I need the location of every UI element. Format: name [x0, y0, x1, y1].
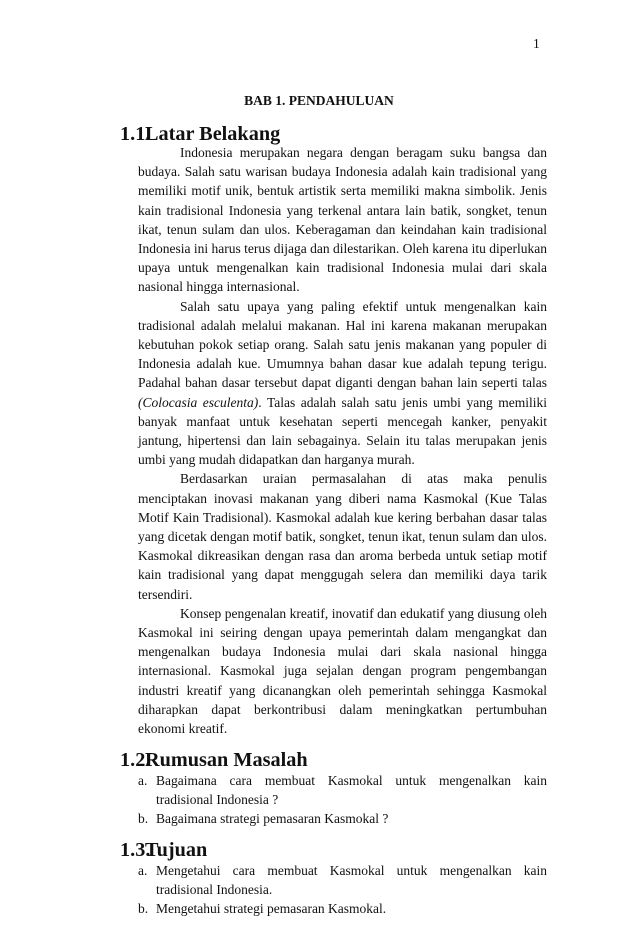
paragraph: Indonesia merupakan negara dengan beragam suku bangsa dan budaya. Salah satu warisan budaya Indonesia adalah kain tradisional yang memiliki motif unik, bentuk artistik serta memiliki makna simbolik. Jenis kain tradisional Indonesia yang terkenal antara lain batik, songket, tenun ikat, tenun sulam dan ulos. Keberagaman dan keindahan kain tradisional Indonesia ini harus terus dijaga dan dilestarikan. Oleh karena itu diperlukan upaya untuk mengenalkan kain tradisional Indonesia mulai dari skala nasional hingga internasional. [138, 145, 547, 295]
page-number: 1 [533, 36, 540, 51]
section-tujuan [120, 841, 547, 918]
paragraph: Konsep pengenalan kreatif, inovatif dan edukatif yang diusung oleh Kasmokal ini seiring dengan upaya pemerintah dalam mengangkat dan mengenalkan budaya Indonesia mulai dari skala nasional hingga internasional. Kasmokal juga sejalan dengan program pengembangan industri kreatif yang dicanangkan oleh pemerintah sehingga Kasmokal diharapkan dapat berkontribusi dalam meningkatkan pertumbuhan ekonomi kreatif. [138, 605, 547, 737]
list-item: a. Mengetahui cara membuat Kasmokal untuk mengenalkan kain tradisional Indonesia. [138, 863, 547, 898]
question-list [138, 771, 547, 828]
section-heading: 1.1.Latar Belakang [120, 123, 281, 145]
document-body [120, 125, 547, 931]
paragraph: Salah satu upaya yang paling efektif untuk mengenalkan kain tradisional adalah melalui makanan. Hal ini karena makanan merupakan kebutuhan pokok setiap orang. Salah satu jenis makanan yang populer di Indonesia adalah kue. Umumnya bahan dasar kue adalah tepung terigu. Padahal bahan dasar tersebut dapat diganti dengan bahan lain seperti talas (Colocasia esculenta). Talas adalah salah satu jenis umbi yang memiliki banyak manfaat untuk kesehatan seperti mencegah kanker, penyakit jantung, hipertensi dan lain sebagainya. Selain itu talas merupakan jenis umbi yang mudah didapatkan dan harganya murah. [138, 298, 547, 468]
paragraph: Berdasarkan uraian permasalahan di atas maka penulis menciptakan inovasi makanan yang diberi nama Kasmokal (Kue Talas Motif Kain Tradisional). Kasmokal adalah kue kering berbahan dasar talas yang dicetak dengan motif batik, songket, tenun ikat, tenun sulam dan ulos. Kasmokal dikreasikan dengan rasa dan aroma berbeda untuk setiap motif kain tradisional yang dapat menggugah selera dan memiliki daya tarik tersendiri. [138, 471, 547, 602]
chapter-title: BAB 1. PENDAHULUAN [244, 93, 394, 108]
section-heading: 1.2.Rumusan Masalah [120, 749, 308, 772]
list-item: a. Bagaimana cara membuat Kasmokal untuk mengenalkan kain tradisional Indonesia ? [138, 773, 547, 808]
list-item: b. Mengetahui strategi pemasaran Kasmokal. [138, 901, 387, 917]
section-rumusan-masalah [120, 751, 547, 828]
section-heading: 1.3.Tujuan [120, 839, 208, 862]
section-latar-belakang [120, 125, 547, 738]
scientific-name: (Colocasia esculenta) [138, 394, 259, 410]
list-item: b. Bagaimana strategi pemasaran Kasmokal ? [138, 811, 389, 827]
goal-list [138, 861, 547, 918]
